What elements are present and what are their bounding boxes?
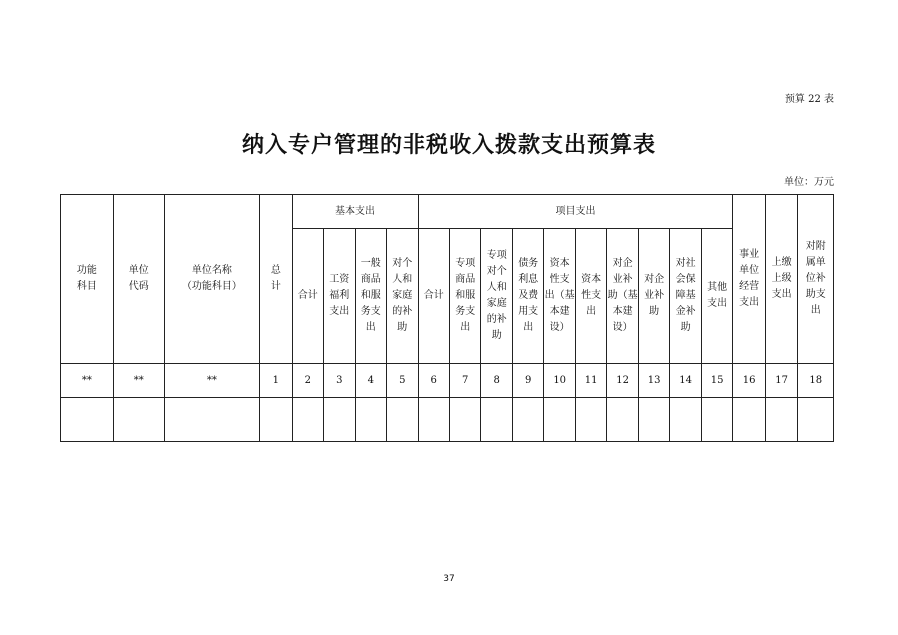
column-number: 13 [638, 364, 669, 398]
empty-cell [638, 398, 669, 442]
empty-cell [733, 398, 766, 442]
budget-table [60, 194, 834, 442]
column-number: ** [164, 364, 259, 398]
header-unit-code: 单位 代码 [113, 195, 164, 364]
empty-cell [387, 398, 418, 442]
column-number: 11 [575, 364, 606, 398]
column-number: 6 [418, 364, 449, 398]
empty-cell [418, 398, 449, 442]
column-number: 17 [765, 364, 798, 398]
header-basic-expenditure: 基本支出 [292, 195, 418, 229]
column-number: 9 [512, 364, 543, 398]
header-upper-level: 上缴 上级 支出 [765, 195, 798, 364]
header-subsidiary-subsidy: 对附 属单 位补 助支 出 [798, 195, 834, 364]
header-project-expenditure: 项目支出 [418, 195, 733, 229]
empty-cell [113, 398, 164, 442]
header-wages: 工资 福利 支出 [324, 229, 355, 364]
header-other: 其他 支出 [701, 229, 733, 364]
column-number: 16 [733, 364, 766, 398]
column-number: 3 [324, 364, 355, 398]
empty-cell [512, 398, 543, 442]
header-project-sum: 合计 [418, 229, 449, 364]
empty-cell [701, 398, 733, 442]
empty-cell [544, 398, 575, 442]
page-title: 纳入专户管理的非税收入拨款支出预算表 [241, 133, 656, 158]
column-number: 1 [260, 364, 293, 398]
empty-cell [670, 398, 701, 442]
column-number: 7 [449, 364, 480, 398]
empty-cell [449, 398, 480, 442]
column-number: 12 [607, 364, 638, 398]
empty-cell [292, 398, 323, 442]
empty-data-row [61, 398, 834, 442]
page-number: 37 [443, 574, 455, 584]
form-id: 预算 22 表 [784, 94, 834, 105]
unit-label: 单位：万元 [784, 177, 834, 188]
column-number-row [61, 364, 834, 398]
column-number: 15 [701, 364, 733, 398]
header-institution-operation: 事业 单位 经营 支出 [733, 195, 766, 364]
empty-cell [481, 398, 512, 442]
header-func-subject: 功能 科目 [61, 195, 114, 364]
column-number: 14 [670, 364, 701, 398]
empty-cell [607, 398, 638, 442]
column-number: 8 [481, 364, 512, 398]
header-special-personal: 专项 对个 人和 家庭 的补 助 [481, 229, 512, 364]
header-special-goods: 专项 商品 和服 务支 出 [449, 229, 480, 364]
header-capital: 资本 性支 出 [575, 229, 606, 364]
header-debt-interest: 债务 利息 及费 用支 出 [512, 229, 543, 364]
header-capital-build: 资本 性支 出（基 本建 设） [544, 229, 575, 364]
empty-cell [798, 398, 834, 442]
empty-cell [575, 398, 606, 442]
header-total: 总 计 [260, 195, 293, 364]
column-number: ** [113, 364, 164, 398]
header-social-security: 对社 会保 障基 金补 助 [670, 229, 701, 364]
header-goods-services: 一般 商品 和服 务支 出 [355, 229, 386, 364]
header-unit-name: 单位名称 （功能科目） [164, 195, 259, 364]
empty-cell [260, 398, 293, 442]
column-number: 10 [544, 364, 575, 398]
header-basic-sum: 合计 [292, 229, 323, 364]
empty-cell [164, 398, 259, 442]
column-number: 18 [798, 364, 834, 398]
header-enterprise: 对企 业补 助 [638, 229, 669, 364]
column-number: 5 [387, 364, 418, 398]
empty-cell [324, 398, 355, 442]
header-personal-subsidy: 对个 人和 家庭 的补 助 [387, 229, 418, 364]
empty-cell [765, 398, 798, 442]
empty-cell [355, 398, 386, 442]
column-number: 2 [292, 364, 323, 398]
header-enterprise-build: 对企 业补 助（基 本建 设） [607, 229, 638, 364]
column-number: ** [61, 364, 114, 398]
column-number: 4 [355, 364, 386, 398]
empty-cell [61, 398, 114, 442]
